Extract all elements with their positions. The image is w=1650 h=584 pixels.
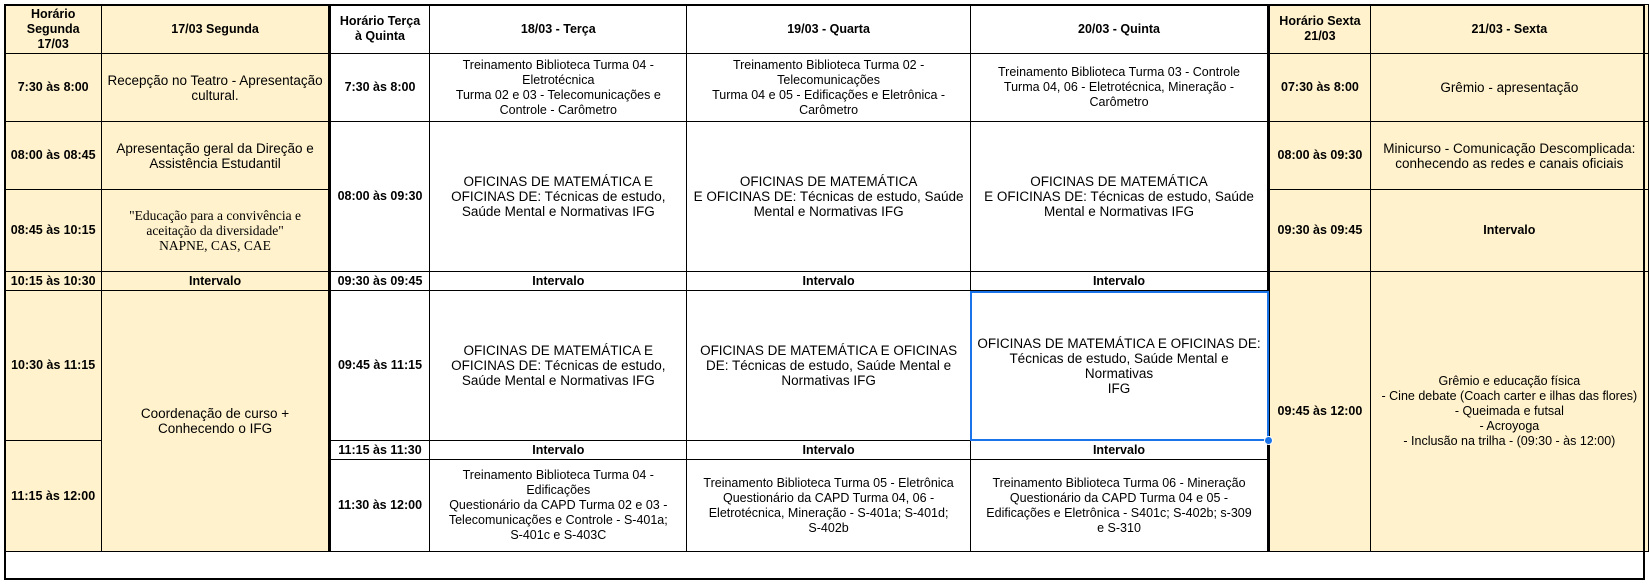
cell-line: OFICINAS DE: Técnicas de estudo, [451, 358, 666, 373]
cell-line: - Queimada e futsal [1454, 404, 1564, 418]
cell-thursday-r2[interactable] [970, 122, 1268, 272]
cell-tuesday-r4[interactable] [430, 291, 687, 441]
cell-line: OFICINAS DE MATEMÁTICA [1030, 174, 1208, 189]
cell-wednesday-r5[interactable]: Intervalo [687, 441, 971, 460]
cell-line: Conhecendo o IFG [158, 421, 273, 436]
time-cell-monday[interactable]: 7:30 às 8:00 [5, 54, 102, 122]
cell-friday-r1[interactable]: Grêmio - apresentação [1370, 54, 1648, 122]
cell-friday-r3[interactable]: Intervalo [1370, 190, 1648, 272]
cell-monday-r5[interactable] [102, 291, 329, 552]
cell-tuesday-r6[interactable] [430, 460, 687, 552]
header-monday[interactable]: 17/03 Segunda [102, 5, 329, 54]
header-thursday[interactable]: 20/03 - Quinta [970, 5, 1268, 54]
header-time-monday-line: Horário [30, 6, 76, 21]
cell-line: Normativas IFG [781, 373, 876, 388]
cell-line: Turma 02 e 03 - Telecomunicações e [455, 87, 661, 102]
cell-line: OFICINAS DE MATEMÁTICA [739, 174, 918, 189]
cell-tuesday-r3[interactable]: Intervalo [430, 272, 687, 291]
cell-monday-r1[interactable] [102, 54, 329, 122]
header-time-friday[interactable] [1269, 5, 1371, 54]
cell-line: OFICINAS DE MATEMÁTICA E OFICINAS DE: [977, 335, 1261, 351]
cell-line: Turma 04 e 05 - Edificações e Eletrônica - [712, 87, 946, 102]
cell-line: "Educação para a convivência e [129, 208, 301, 223]
time-cell-tue-thu[interactable]: 09:45 às 11:15 [329, 291, 430, 441]
cell-line: Treinamento Biblioteca Turma 04 - [462, 57, 654, 72]
cell-line: Questionário da CAPD Turma 04 e 05 - [1009, 490, 1229, 505]
cell-line: DE: Técnicas de estudo, Saúde Mental e [706, 358, 952, 373]
time-cell-friday[interactable]: 09:30 às 09:45 [1269, 190, 1371, 272]
cell-friday-r2[interactable] [1370, 122, 1648, 190]
time-cell-monday[interactable]: 08:45 às 10:15 [5, 190, 102, 272]
cell-line: - Inclusão na trilha - (09:30 - às 12:00) [1403, 434, 1616, 448]
header-time-monday-line: Segunda [26, 21, 80, 36]
header-time-monday[interactable] [5, 5, 102, 54]
cell-line: IFG [1107, 380, 1131, 396]
header-tuesday[interactable]: 18/03 - Terça [430, 5, 687, 54]
cell-line: OFICINAS DE: Técnicas de estudo, [451, 189, 666, 204]
cell-wednesday-r3[interactable]: Intervalo [687, 272, 971, 291]
cell-line: - Cine debate (Coach carter e ilhas das flores) [1381, 389, 1638, 403]
cell-line: OFICINAS DE MATEMÁTICA E [463, 174, 654, 189]
cell-line: E OFICINAS DE: Técnicas de estudo, Saúde [984, 189, 1254, 204]
time-cell-tue-thu[interactable]: 7:30 às 8:00 [329, 54, 430, 122]
schedule-table [4, 4, 1649, 552]
time-cell-monday[interactable]: 10:30 às 11:15 [5, 291, 102, 441]
cell-line: conhecendo as redes e canais oficiais [1395, 155, 1624, 171]
time-cell-monday[interactable]: 11:15 às 12:00 [5, 441, 102, 552]
cell-line: OFICINAS DE MATEMÁTICA E OFICINAS [700, 343, 958, 358]
cell-line: Técnicas de estudo, Saúde Mental e Normativas [1009, 350, 1229, 381]
cell-line: aceitação da diversidade" [146, 223, 284, 238]
cell-wednesday-r6[interactable] [687, 460, 971, 552]
cell-line: S-402b [808, 520, 849, 535]
cell-friday-r4[interactable] [1370, 272, 1648, 552]
time-cell-tue-thu[interactable]: 09:30 às 09:45 [329, 272, 430, 291]
cell-line: Edificações [526, 483, 591, 497]
cell-thursday-r5[interactable]: Intervalo [970, 441, 1268, 460]
cell-thursday-r1[interactable] [970, 54, 1268, 122]
cell-thursday-r3[interactable]: Intervalo [970, 272, 1268, 291]
cell-line: E OFICINAS DE: Técnicas de estudo, Saúde [693, 189, 964, 204]
time-cell-tue-thu[interactable]: 11:15 às 11:30 [329, 441, 430, 460]
cell-line: Mental e Normativas IFG [1043, 204, 1195, 219]
cell-line: Recepção no Teatro - Apresentação [107, 72, 323, 88]
cell-line: NAPNE, CAS, CAE [159, 238, 271, 253]
time-cell-friday[interactable]: 08:00 às 09:30 [1269, 122, 1371, 190]
time-cell-monday[interactable]: 10:15 às 10:30 [5, 272, 102, 291]
header-time-friday-line: Horário Sexta [1279, 14, 1361, 28]
cell-line: Treinamento Biblioteca Turma 03 - Controle [998, 65, 1241, 79]
cell-line: Treinamento Biblioteca Turma 02 - [732, 57, 925, 72]
cell-line: Eletrotécnica [522, 72, 595, 87]
time-cell-monday[interactable]: 08:00 às 08:45 [5, 122, 102, 190]
cell-line: Eletrotécnica, Mineração - S-401a; S-401d; [708, 505, 949, 520]
cell-line: Questionário da CAPD Turma 04, 06 - [722, 490, 935, 505]
cell-line: Carômetro [799, 102, 859, 117]
cell-line: Telecomunicações e Controle - S-401a; [448, 513, 668, 527]
cell-line: Grêmio e educação física [1438, 374, 1581, 388]
time-cell-tue-thu[interactable]: 11:30 às 12:00 [329, 460, 430, 552]
cell-line: Mental e Normativas IFG [753, 204, 904, 219]
cell-monday-r3[interactable] [102, 190, 329, 272]
cell-line: Saúde Mental e Normativas IFG [461, 204, 655, 219]
selection-fill-handle[interactable] [1264, 436, 1273, 445]
cell-line: Telecomunicações [777, 72, 880, 87]
cell-line: Assistência Estudantil [149, 155, 281, 171]
cell-line: Turma 04, 06 - Eletrotécnica, Mineração - [1003, 80, 1235, 94]
header-time-tue-thu-line: à Quinta [355, 29, 406, 43]
cell-line: Treinamento Biblioteca Turma 04 - [462, 468, 654, 482]
cell-monday-r2[interactable] [102, 122, 329, 190]
header-time-friday-line: 21/03 [1304, 29, 1336, 43]
cell-line: Carômetro [1089, 95, 1149, 109]
cell-tuesday-r1[interactable] [430, 54, 687, 122]
header-time-tue-thu-line: Horário Terça [339, 14, 421, 28]
cell-tuesday-r2[interactable] [430, 122, 687, 272]
time-cell-friday[interactable]: 07:30 às 8:00 [1269, 54, 1371, 122]
cell-line: S-401c e S-403C [510, 528, 607, 542]
header-wednesday[interactable]: 19/03 - Quarta [687, 5, 971, 54]
cell-line: Treinamento Biblioteca Turma 05 - Eletrônica [703, 475, 954, 490]
cell-line: Coordenação de curso + [140, 406, 290, 421]
time-cell-tue-thu[interactable]: 08:00 às 09:30 [329, 122, 430, 272]
cell-line: - Acroyoga [1479, 419, 1540, 433]
cell-line: Saúde Mental e Normativas IFG [461, 373, 655, 388]
cell-line: Minicurso - Comunicação Descomplicada: [1383, 140, 1636, 156]
cell-line: Treinamento Biblioteca Turma 06 - Mineração [992, 475, 1246, 490]
cell-wednesday-r1[interactable] [687, 54, 971, 122]
time-cell-friday[interactable]: 09:45 às 12:00 [1269, 272, 1371, 552]
cell-wednesday-r2[interactable] [687, 122, 971, 272]
header-friday[interactable]: 21/03 - Sexta [1370, 5, 1648, 54]
cell-line: cultural. [191, 87, 239, 103]
cell-line: Edificações e Eletrônica - S401c; S-402b; s-309 [986, 505, 1252, 520]
cell-line: Questionário da CAPD Turma 02 e 03 - [449, 498, 668, 512]
cell-line: Apresentação geral da Direção e [116, 140, 314, 156]
header-time-monday-line: 17/03 [37, 36, 69, 51]
cell-line: Controle - Carômetro [499, 102, 617, 117]
cell-line: e S-310 [1097, 520, 1141, 535]
cell-tuesday-r5[interactable]: Intervalo [430, 441, 687, 460]
cell-wednesday-r4[interactable] [687, 291, 971, 441]
cell-thursday-r4-selected[interactable] [970, 291, 1268, 441]
cell-monday-r4[interactable]: Intervalo [102, 272, 329, 291]
cell-thursday-r6[interactable] [970, 460, 1268, 552]
header-time-tue-thu[interactable] [329, 5, 430, 54]
cell-line: OFICINAS DE MATEMÁTICA E [463, 343, 654, 358]
